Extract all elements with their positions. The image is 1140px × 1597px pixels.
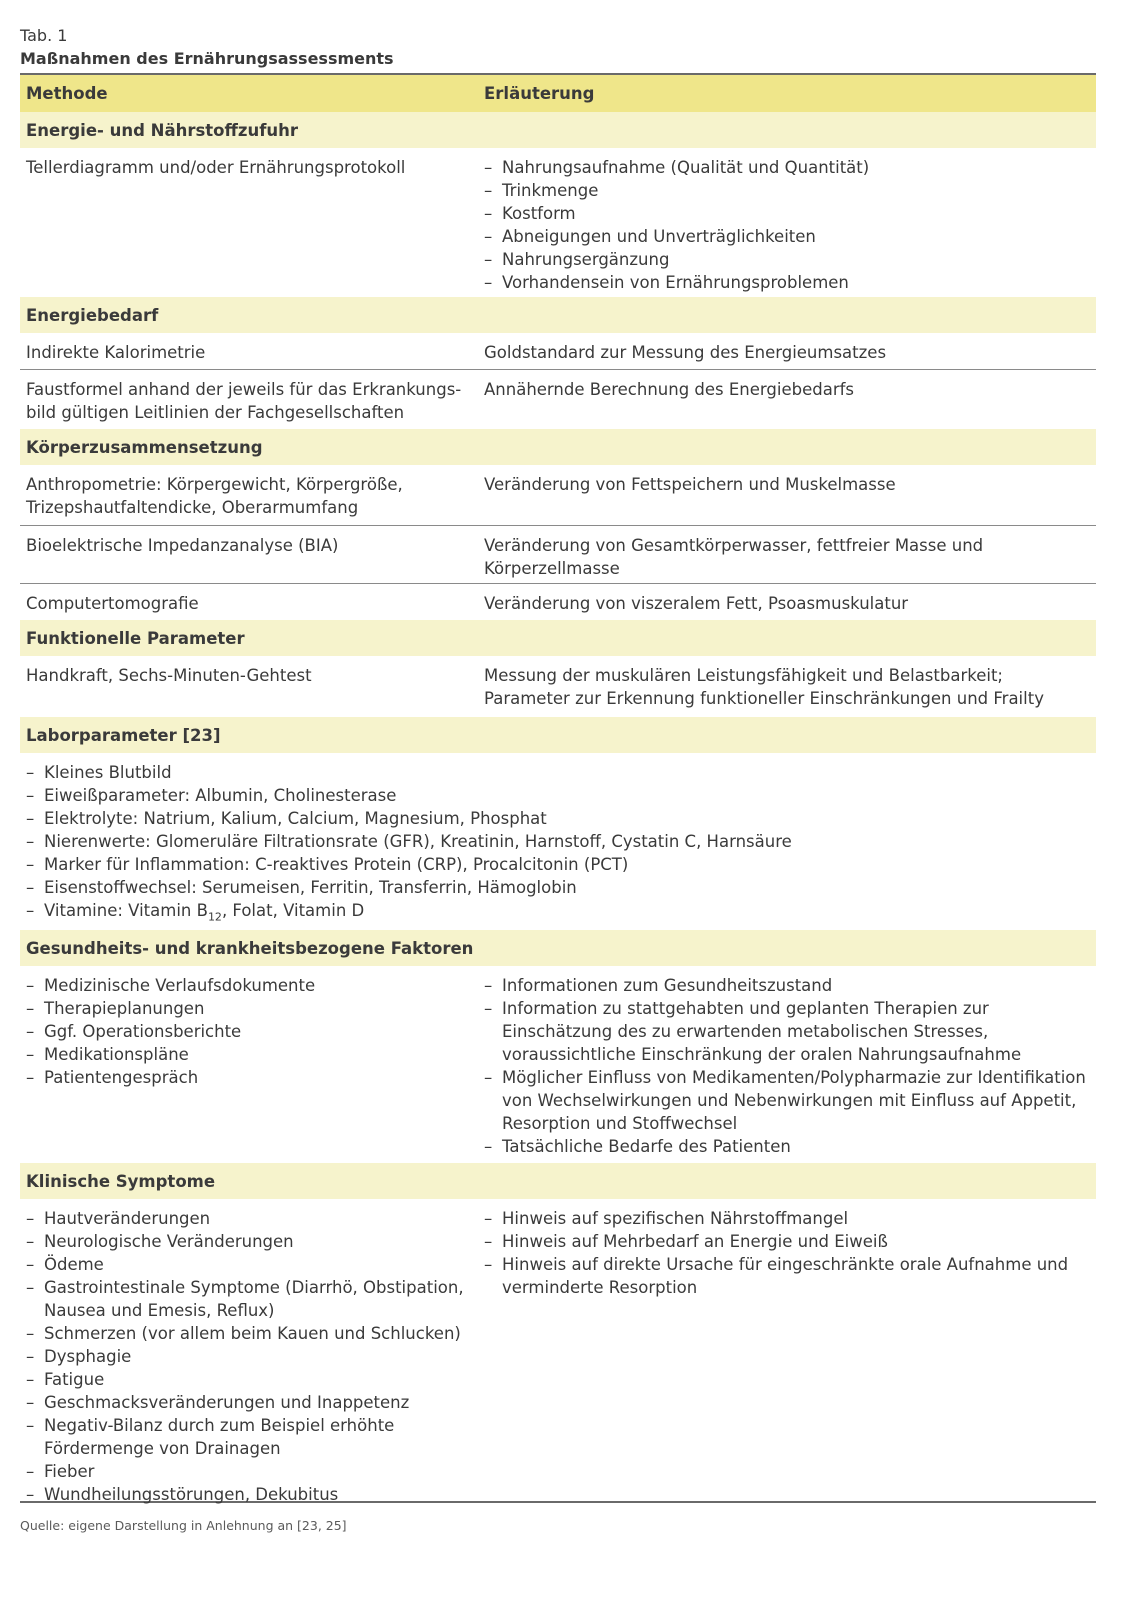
section-title: Laborparameter [23] — [26, 725, 221, 745]
section-title: Energiebedarf — [26, 305, 159, 325]
vitamin-suffix: , Folat, Vitamin D — [221, 901, 365, 920]
section-title: Körperzusammensetzung — [26, 437, 263, 457]
method-cell: Computertomografie — [26, 594, 199, 613]
table-row — [20, 465, 1096, 526]
explanation-line: Körperzellmasse — [484, 559, 620, 578]
list-item-vitamine — [26, 899, 1096, 928]
method-cell: Indirekte Kalorimetrie — [26, 343, 206, 362]
vitamin-prefix: Vitamine: Vitamin B — [44, 901, 208, 920]
list-item: – Hinweis auf direkte Ursache für eingeschränkte orale Aufnahme und verminderte Resorption — [484, 1253, 1092, 1299]
list-item: – Nahrungsaufnahme (Qualität und Quantität) — [484, 156, 1092, 179]
list-item: – Geschmacksveränderungen und Inappetenz — [26, 1391, 484, 1414]
list-item: – Elektrolyte: Natrium, Kalium, Calcium, Magnesium, Phosphat — [26, 807, 1096, 830]
method-cell: Handkraft, Sechs-Minuten-Gehtest — [26, 666, 312, 685]
list-item: – Ggf. Operationsberichte — [26, 1020, 484, 1043]
list-item: – Abneigungen und Unverträglichkeiten — [484, 225, 1092, 248]
assessment-table — [20, 73, 1096, 1503]
list-item: – Hinweis auf spezifischen Nährstoffmangel — [484, 1207, 1092, 1230]
list-item: – Tatsächliche Bedarfe des Patienten — [484, 1135, 1092, 1158]
explanation-line: Veränderung von Gesamtkörperwasser, fettfreier Masse und — [484, 536, 984, 555]
explanation-list — [484, 156, 1092, 294]
list-item: – Eisenstoffwechsel: Serumeisen, Ferritin, Transferrin, Hämoglobin — [26, 876, 1096, 899]
lab-cell — [20, 761, 1096, 930]
list-item: – Hinweis auf Mehrbedarf an Energie und Eiweiß — [484, 1230, 1092, 1253]
list-item: – Schmerzen (vor allem beim Kauen und Schlucken) — [26, 1322, 484, 1345]
table-row — [20, 584, 1096, 620]
method-cell: Tellerdiagramm und/oder Ernährungsprotokoll — [26, 158, 406, 177]
list-item: – Ödeme — [26, 1253, 484, 1276]
header-methode: Methode — [26, 84, 108, 103]
explanation-cell: Veränderung von viszeralem Fett, Psoasmuskulatur — [484, 594, 909, 613]
source-note: Quelle: eigene Darstellung in Anlehnung an [23, 25] — [20, 1518, 347, 1533]
method-cell — [20, 473, 484, 525]
list-item: – Marker für Inflammation: C-reaktives Protein (CRP), Procalcitonin (PCT) — [26, 853, 1096, 876]
list-item: – Fatigue — [26, 1368, 484, 1391]
list-item: – Medikationspläne — [26, 1043, 484, 1066]
list-item: – Medizinische Verlaufsdokumente — [26, 974, 484, 997]
section-title: Gesundheits- und krankheitsbezogene Faktoren — [26, 938, 474, 958]
table-row — [20, 526, 1096, 584]
section-row — [20, 620, 1096, 656]
list-item: – Gastrointestinale Symptome (Diarrhö, Obstipation, Nausea und Emesis, Reflux) — [26, 1276, 484, 1322]
method-line: Faustformel anhand der jeweils für das Erkrankungs- — [26, 380, 462, 399]
explanation-cell — [484, 1207, 1096, 1501]
method-list — [26, 1207, 484, 1506]
list-item: – Patientengespräch — [26, 1066, 484, 1089]
explanation-cell — [484, 156, 1096, 297]
method-line: Trizepshautfaltendicke, Oberarmumfang — [26, 498, 359, 517]
list-item: – Möglicher Einfluss von Medikamenten/Polypharmazie zur Identifikation von Wechselwirkungen und Nebenwirkungen mit Einfluss auf Appetit, Resorption und Stoffwechsel — [484, 1066, 1092, 1135]
list-item: – Negativ-Bilanz durch zum Beispiel erhöhte Fördermenge von Drainagen — [26, 1414, 484, 1460]
table-row — [20, 1199, 1096, 1503]
list-item: – Fieber — [26, 1460, 484, 1483]
section-row — [20, 930, 1096, 966]
table-row — [20, 753, 1096, 930]
list-item: – Trinkmenge — [484, 179, 1092, 202]
list-item: – Neurologische Veränderungen — [26, 1230, 484, 1253]
table-row — [20, 370, 1096, 429]
explanation-cell: Goldstandard zur Messung des Energieumsatzes — [484, 343, 887, 362]
list-item: – Vorhandensein von Ernährungsproblemen — [484, 271, 1092, 294]
method-line: Anthropometrie: Körpergewicht, Körpergröße, — [26, 475, 403, 494]
section-row — [20, 1163, 1096, 1199]
explanation-cell — [484, 974, 1096, 1163]
vitamin-subscript: 12 — [207, 910, 222, 924]
explanation-line: Messung der muskulären Leistungsfähigkeit und Belastbarkeit; — [484, 666, 1003, 685]
explanation-list — [484, 1207, 1092, 1299]
explanation-list — [484, 974, 1092, 1158]
table-header-row — [20, 75, 1096, 112]
method-cell: Bioelektrische Impedanzanalyse (BIA) — [26, 536, 339, 555]
table-label: Tab. 1 — [20, 26, 68, 45]
section-row — [20, 297, 1096, 333]
table-row — [20, 966, 1096, 1163]
list-item: – Wundheilungsstörungen, Dekubitus — [26, 1483, 484, 1506]
lab-list — [26, 761, 1096, 928]
method-cell — [20, 1207, 484, 1504]
list-item: – Kostform — [484, 202, 1092, 225]
list-item: – Nahrungsergänzung — [484, 248, 1092, 271]
explanation-cell: Veränderung von Fettspeichern und Muskelmasse — [484, 475, 896, 494]
list-item: – Information zu stattgehabten und geplanten Therapien zur Einschätzung des zu erwartenden metabolischen Stresses, voraussichtliche Einschränkung der oralen Nahrungsaufnahme — [484, 997, 1092, 1066]
section-row — [20, 717, 1096, 753]
table-row — [20, 148, 1096, 297]
section-row — [20, 429, 1096, 465]
header-erlaeuterung: Erläuterung — [484, 84, 595, 103]
list-item: – Informationen zum Gesundheitszustand — [484, 974, 1092, 997]
explanation-cell: Annähernde Berechnung des Energiebedarfs — [484, 380, 855, 399]
list-item: – Kleines Blutbild — [26, 761, 1096, 784]
list-item: – Therapieplanungen — [26, 997, 484, 1020]
list-item: – Eiweißparameter: Albumin, Cholinesterase — [26, 784, 1096, 807]
explanation-cell — [484, 664, 1096, 717]
section-row — [20, 112, 1096, 148]
method-cell — [20, 378, 484, 429]
section-title: Energie- und Nährstoffzufuhr — [26, 120, 299, 140]
table-row — [20, 656, 1096, 717]
method-line: bild gültigen Leitlinien der Fachgesellschaften — [26, 403, 405, 422]
method-cell — [20, 974, 484, 1163]
list-item: – Dysphagie — [26, 1345, 484, 1368]
table-row — [20, 333, 1096, 370]
explanation-line: Parameter zur Erkennung funktioneller Einschränkungen und Frailty — [484, 689, 1044, 708]
explanation-cell — [484, 534, 1096, 583]
table-title: Maßnahmen des Ernährungsassessments — [20, 49, 394, 68]
section-title: Funktionelle Parameter — [26, 628, 245, 648]
list-item: – Hautveränderungen — [26, 1207, 484, 1230]
list-item: – Nierenwerte: Glomeruläre Filtrationsrate (GFR), Kreatinin, Harnstoff, Cystatin C, Harnsäure — [26, 830, 1096, 853]
section-title: Klinische Symptome — [26, 1171, 216, 1191]
method-list — [26, 974, 484, 1089]
